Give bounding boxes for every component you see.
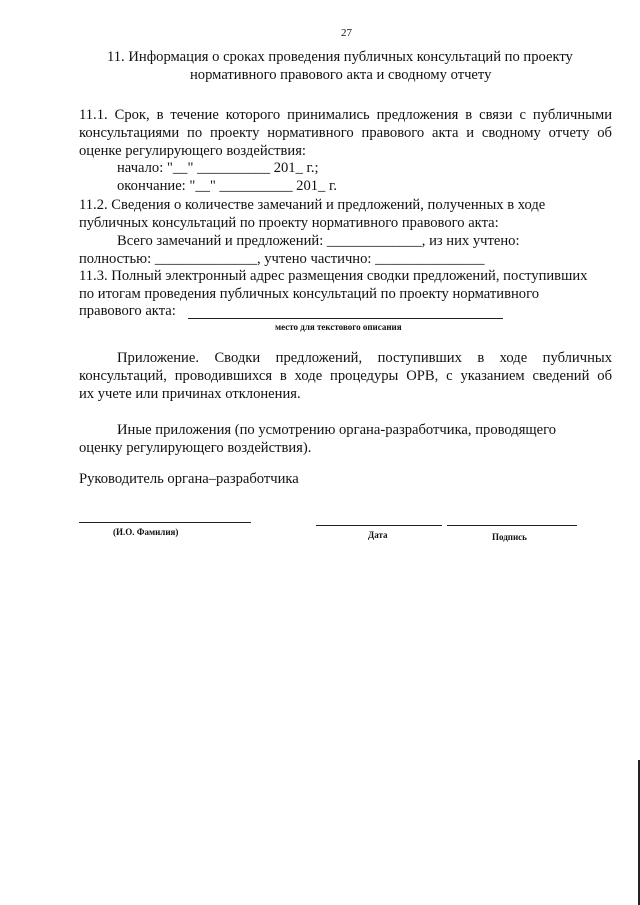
other-appendix-line1: Иные приложения (по усмотрению органа-разработчика, проводящего (117, 422, 557, 438)
s11-2-line2: публичных консультаций по проекту нормативного правового акта: (79, 215, 499, 231)
address-input-line (188, 318, 503, 319)
page-number: 27 (341, 27, 352, 39)
period-start-field: начало: "__" __________ 201_ г.; (117, 160, 319, 176)
sign-signature-line (447, 525, 577, 526)
s11-3-line3: правового акта: (79, 303, 176, 319)
total-comments-field: Всего замечаний и предложений: _____________, из них учтено: (117, 233, 520, 249)
section-heading-line1: 11. Информация о сроках проведения публичных консультаций по проекту (107, 49, 573, 65)
s11-1-line2: консультациями по проекту нормативного правового акта и сводному отчету об (79, 125, 612, 141)
sign-caption: Подпись (492, 532, 527, 542)
date-signature-line (316, 525, 442, 526)
name-signature-line (79, 522, 251, 523)
name-caption: (И.О. Фамилия) (113, 527, 179, 537)
period-end-field: окончание: "__" __________ 201_ г. (117, 178, 337, 194)
s11-3-line1: 11.3. Полный электронный адрес размещения сводки предложений, поступивших (79, 268, 588, 284)
accepted-fully-field: полностью: ______________, учтено частично: _______________ (79, 251, 485, 267)
address-caption: место для текстового описания (275, 322, 402, 332)
appendix-line3: их учете или причинах отклонения. (79, 386, 301, 402)
head-of-developer-label: Руководитель органа–разработчика (79, 471, 299, 487)
appendix-line1: Приложение. Сводки предложений, поступивших в ходе публичных (117, 350, 612, 366)
appendix-line2: консультаций, проводившихся в ходе процедуры ОРВ, с указанием сведений об (79, 368, 612, 384)
date-caption: Дата (368, 530, 388, 540)
section-heading-line2: нормативного правового акта и сводному отчету (190, 67, 492, 83)
s11-2-line1: 11.2. Сведения о количестве замечаний и предложений, полученных в ходе (79, 197, 546, 213)
s11-3-line2: по итогам проведения публичных консультаций по проекту нормативного (79, 286, 539, 302)
s11-1-line3: оценке регулирующего воздействия: (79, 143, 306, 159)
other-appendix-line2: оценку регулирующего воздействия). (79, 440, 312, 456)
s11-1-line1: 11.1. Срок, в течение которого принимались предложения в связи с публичными (79, 107, 612, 123)
